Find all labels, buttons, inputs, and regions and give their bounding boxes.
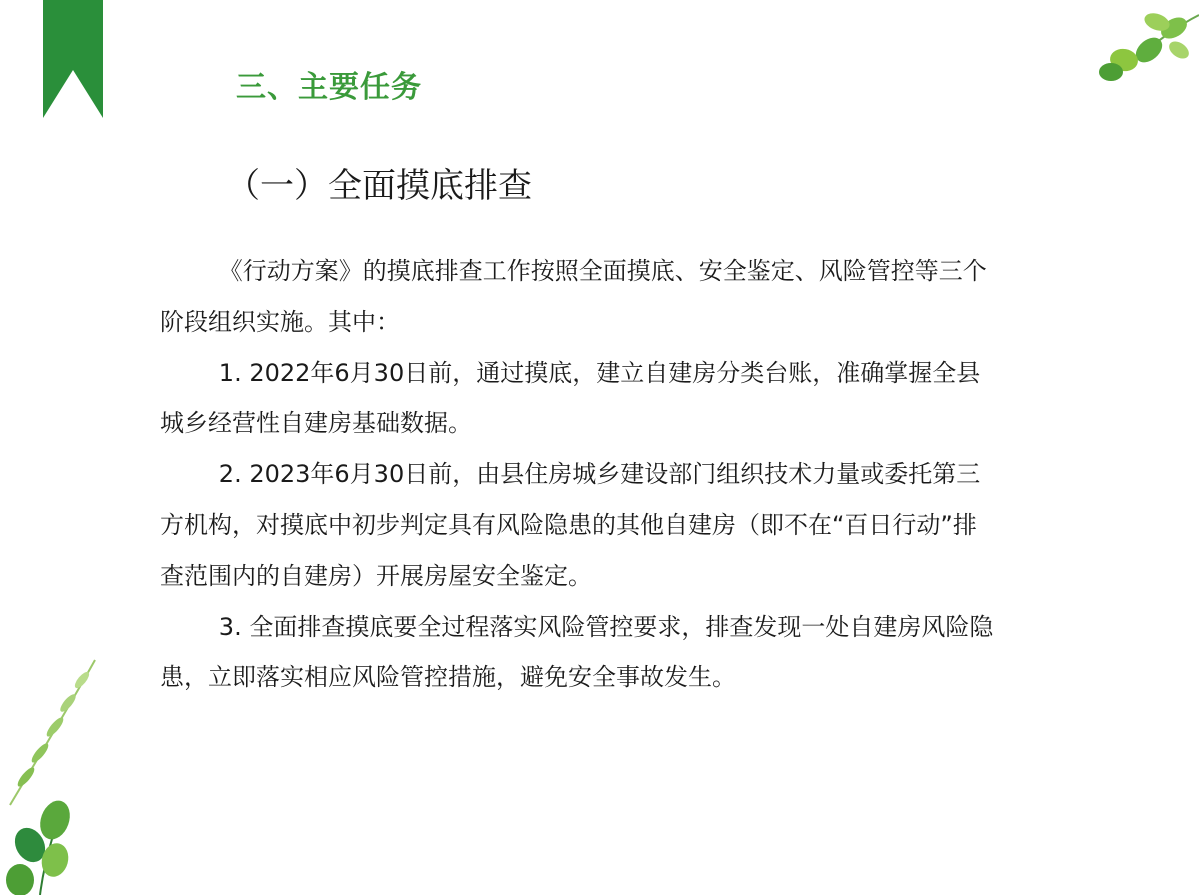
body-text	[160, 246, 1000, 703]
paragraph-intro: 《行动方案》的摸底排查工作按照全面摸底、安全鉴定、风险管控等三个阶段组织实施。其中：	[160, 257, 987, 336]
section-title: 三、主要任务	[236, 70, 422, 105]
leaf-branch-top-right-icon	[1089, 0, 1199, 90]
paragraph-item-1: 1. 2022年6月30日前，通过摸底，建立自建房分类台账，准确掌握全县城乡经营性自建房基础数据。	[160, 358, 981, 438]
paragraph-item-3: 3. 全面排查摸底要全过程落实风险管控要求，排查发现一处自建房风险隐患，立即落实相应风险管控措施，避免安全事故发生。	[160, 612, 994, 692]
subtitle: （一）全面摸底排查	[226, 166, 532, 206]
bookmark-ribbon-icon	[43, 0, 103, 118]
leaf-branch-bottom-left-icon	[0, 655, 110, 895]
paragraph-item-2: 2. 2023年6月30日前，由县住房城乡建设部门组织技术力量或委托第三方机构，对摸底中初步判定具有风险隐患的其他自建房（即不在“百日行动”排查范围内的自建房）开展房屋安全鉴定。	[160, 460, 981, 590]
